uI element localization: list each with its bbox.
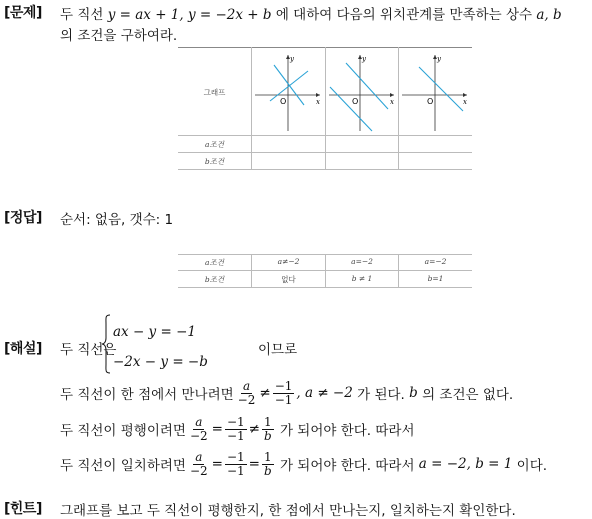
svg-text:x: x	[463, 98, 467, 106]
svg-text:x: x	[390, 98, 394, 106]
fraction: $\frac{1}{b}$	[263, 414, 272, 443]
problem-table	[178, 47, 472, 170]
system-eq-2: −2x − y = −b	[113, 354, 208, 370]
svg-text:y: y	[362, 55, 366, 63]
answer-a-3: a=−2	[424, 257, 447, 266]
answer-text: 순서: 없음, 갯수: 1	[60, 212, 174, 228]
axis-y-label: y	[290, 55, 294, 63]
answer-a-1: a≠−2	[277, 257, 300, 266]
problem-equations: y = ax + 1, y = −2x + b	[107, 7, 272, 23]
graph-intersecting	[252, 49, 325, 134]
axis-x-label: x	[316, 98, 320, 106]
solution-line-parallel: 두 직선이 평행이려면 $\frac{a}{-2}$ = $\frac{-1}{-1}$ ≠ $\frac{1}{b}$ 가 되어야 한다. 따라서	[60, 414, 415, 443]
problem-line-1: 두 직선 y = ax + 1, y = −2x + b 에 대하여 다음의 위치관계를 만족하는 상수 a, b	[60, 7, 562, 23]
answer-b-3: b=1	[427, 274, 444, 283]
answer-row-b: b조건	[204, 275, 225, 284]
hint-tag: [힌트]	[4, 501, 42, 517]
svg-text:O: O	[352, 97, 359, 106]
graph-coincident	[399, 49, 471, 134]
answer-b-2: b ≠ 1	[351, 274, 373, 283]
origin-label: O	[280, 97, 287, 106]
fraction: $\frac{-1}{-1}$	[274, 378, 293, 407]
problem-tag: [문제]	[4, 5, 42, 21]
fraction: $\frac{-1}{-1}$	[226, 449, 245, 478]
solution-after-system: 이므로	[258, 342, 298, 358]
fraction: $\frac{-1}{-1}$	[226, 414, 245, 443]
fraction: $\frac{a}{-2}$	[189, 449, 208, 478]
solution-line-coincident: 두 직선이 일치하려면 $\frac{a}{-2}$ = $\frac{-1}{-1}$ = $\frac{1}{b}$ 가 되어야 한다. 따라서 a = −2, b = 1 이다.	[60, 449, 548, 478]
problem-line-2: 의 조건을 구하여라.	[60, 28, 178, 44]
svg-text:y: y	[437, 55, 441, 63]
graph-parallel	[326, 49, 398, 134]
solution-tag: [해설]	[4, 341, 42, 357]
row-label-graph: 그래프	[203, 88, 226, 97]
fraction: $\frac{1}{b}$	[263, 449, 272, 478]
hint-text: 그래프를 보고 두 직선이 평행한지, 한 점에서 만나는지, 일치하는지 확인한다.	[60, 503, 516, 519]
fraction: $\frac{a}{-2}$	[237, 378, 256, 407]
system-eq-1: ax − y = −1	[113, 324, 196, 340]
row-label-b-condition: b조건	[204, 157, 225, 166]
svg-text:O: O	[427, 97, 434, 106]
answer-a-2: a=−2	[351, 257, 373, 266]
row-label-a-condition: a조건	[205, 140, 224, 149]
answer-b-1: 없다	[281, 275, 296, 284]
system-brace	[101, 314, 111, 374]
answer-tag: [정답]	[4, 210, 42, 226]
fraction: $\frac{a}{-2}$	[189, 414, 208, 443]
answer-table	[178, 254, 472, 288]
answer-row-a: a조건	[205, 258, 224, 267]
solution-intro: 두 직선은	[60, 342, 117, 358]
solution-line-intersect: 두 직선이 한 점에서 만나려면 $\frac{a}{-2}$ ≠ $\frac{-1}{-1}$ , a ≠ −2 가 된다. b 의 조건은 없다.	[60, 378, 514, 407]
